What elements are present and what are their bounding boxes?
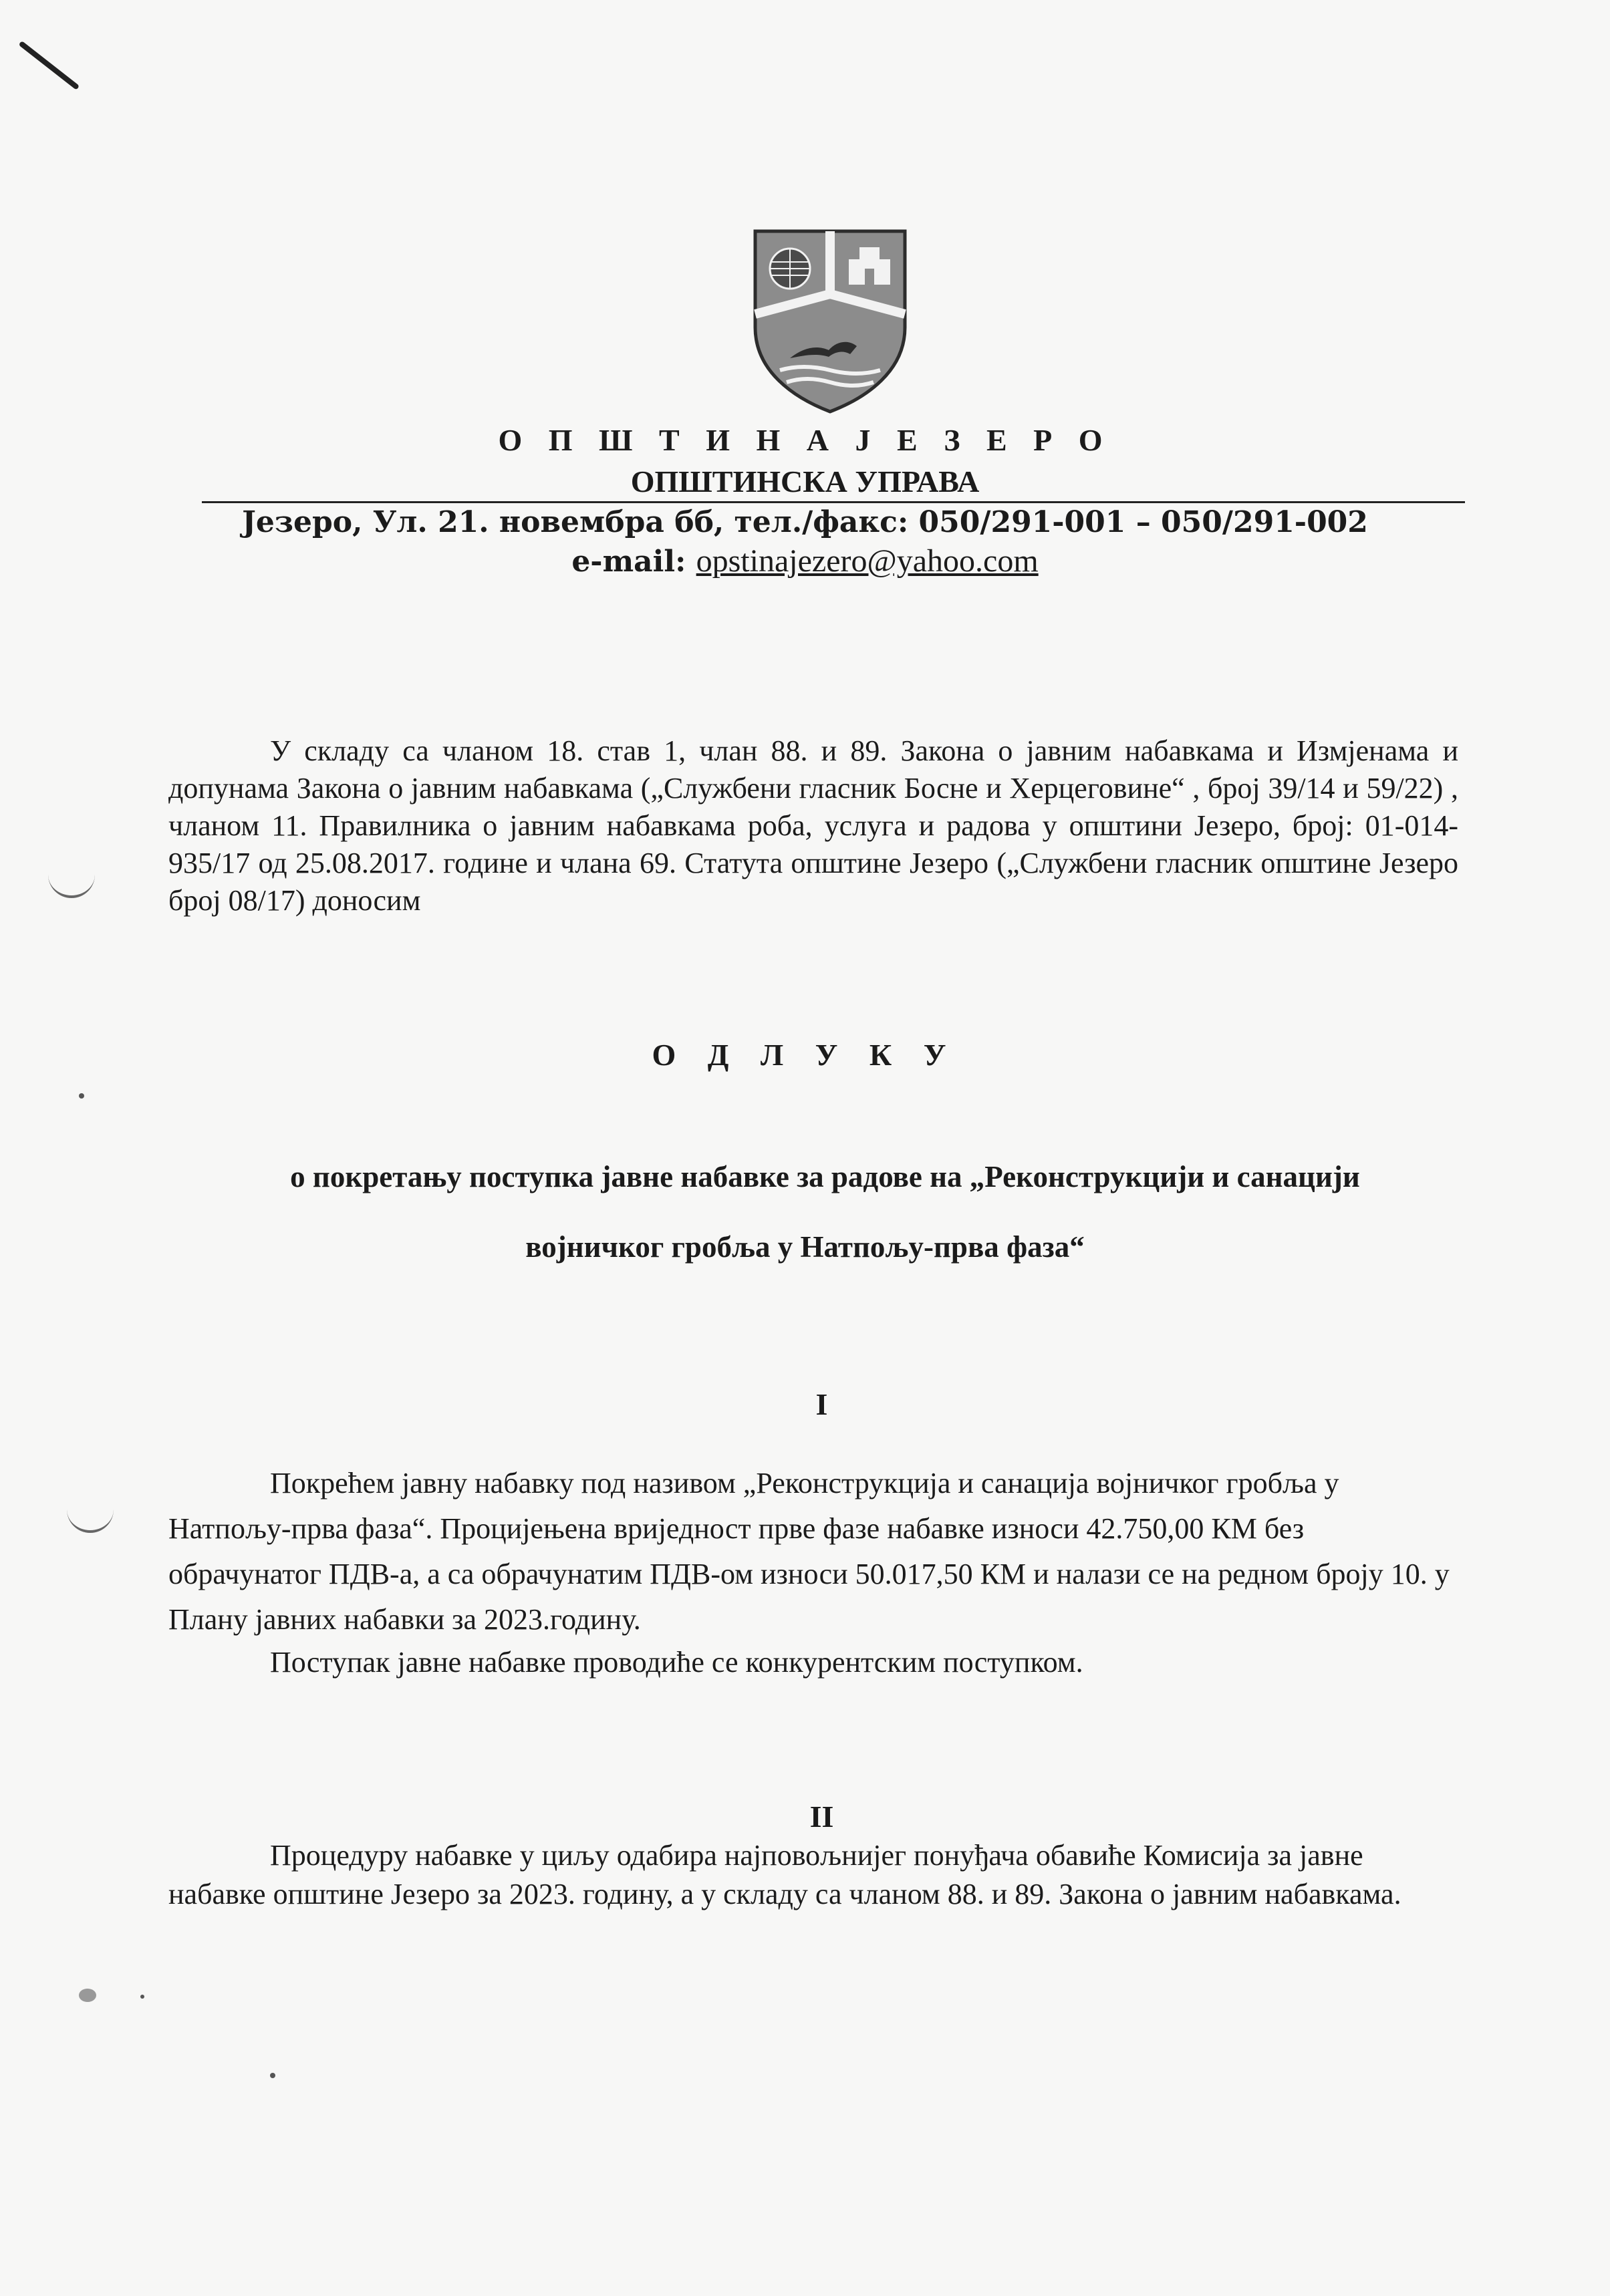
email-label: e-mail: (571, 545, 696, 579)
coat-of-arms-icon (750, 227, 910, 414)
administration-name: ОПШТИНСКА УПРАВА (630, 464, 980, 498)
punch-hole-mark (48, 862, 95, 898)
section-1-paragraph-2: Поступак јавне набавке проводиће се конкурентским поступком. (270, 1646, 1083, 1679)
document-title: О Д Л У К У (652, 1038, 958, 1072)
email-line (0, 543, 1610, 579)
scan-speck (79, 1989, 96, 2002)
section-number-1: I (815, 1387, 828, 1421)
scan-speck (140, 1995, 144, 1999)
section-2-paragraph: Процедуру набавке у циљу одабира најповољнијег понуђача обавиће Комисија за јавне набавке општине Језеро за 2023. годину, а у складу са чланом 88. и 89. Закона о јавним набавкама. (168, 1839, 1401, 1910)
section-number-2: II (809, 1800, 834, 1834)
address-line: Језеро, Ул. 21. новембра бб, тел./факс: 050/291-001 – 050/291-002 (242, 505, 1368, 539)
section-1-paragraph: Покрећем јавну набавку под називом „Реконструкција и санација војничког гробља у Натпољу-прва фаза“. Процијењена вриједност прве фазе набавке износи 42.750,00 КМ без обрачунатог ПДВ-а, а са обрачунатим ПДВ-ом износи 50.017,50 КМ и налази се на редном броју 10. у Плану јавних набавки за 2023.годину. (168, 1467, 1450, 1636)
scan-speck (270, 2073, 275, 2078)
municipality-name: О П Ш Т И Н А Ј Е З Е Р О (498, 423, 1112, 457)
subject-line-1: о покретању поступка јавне набавке за радове на „Реконструкцији и санацији (290, 1160, 1360, 1193)
email-link[interactable]: opstinajezero@yahoo.com (696, 543, 1039, 579)
scan-artifact-line (19, 41, 80, 90)
header-divider (202, 501, 1465, 503)
preamble-paragraph: У складу са чланом 18. став 1, члан 88. и 89. Закона о јавним набавкама и Измјенама и допунама Закона о јавним набавкама („Службени гласник Босне и Херцеговине“ , број 39/14 и 59/22) , чланом 11. Правилника о јавним набавкама роба, услуга и радова у општини Језеро, број: 01-014-935/17 од 25.08.2017. године и члана 69. Статута општине Језеро („Службени гласник општине Језеро број 08/17) доносим (168, 734, 1458, 917)
punch-hole-mark (67, 1497, 114, 1533)
scan-speck (79, 1093, 84, 1099)
subject-line-2: војничког гробља у Натпољу-прва фаза“ (525, 1230, 1085, 1264)
